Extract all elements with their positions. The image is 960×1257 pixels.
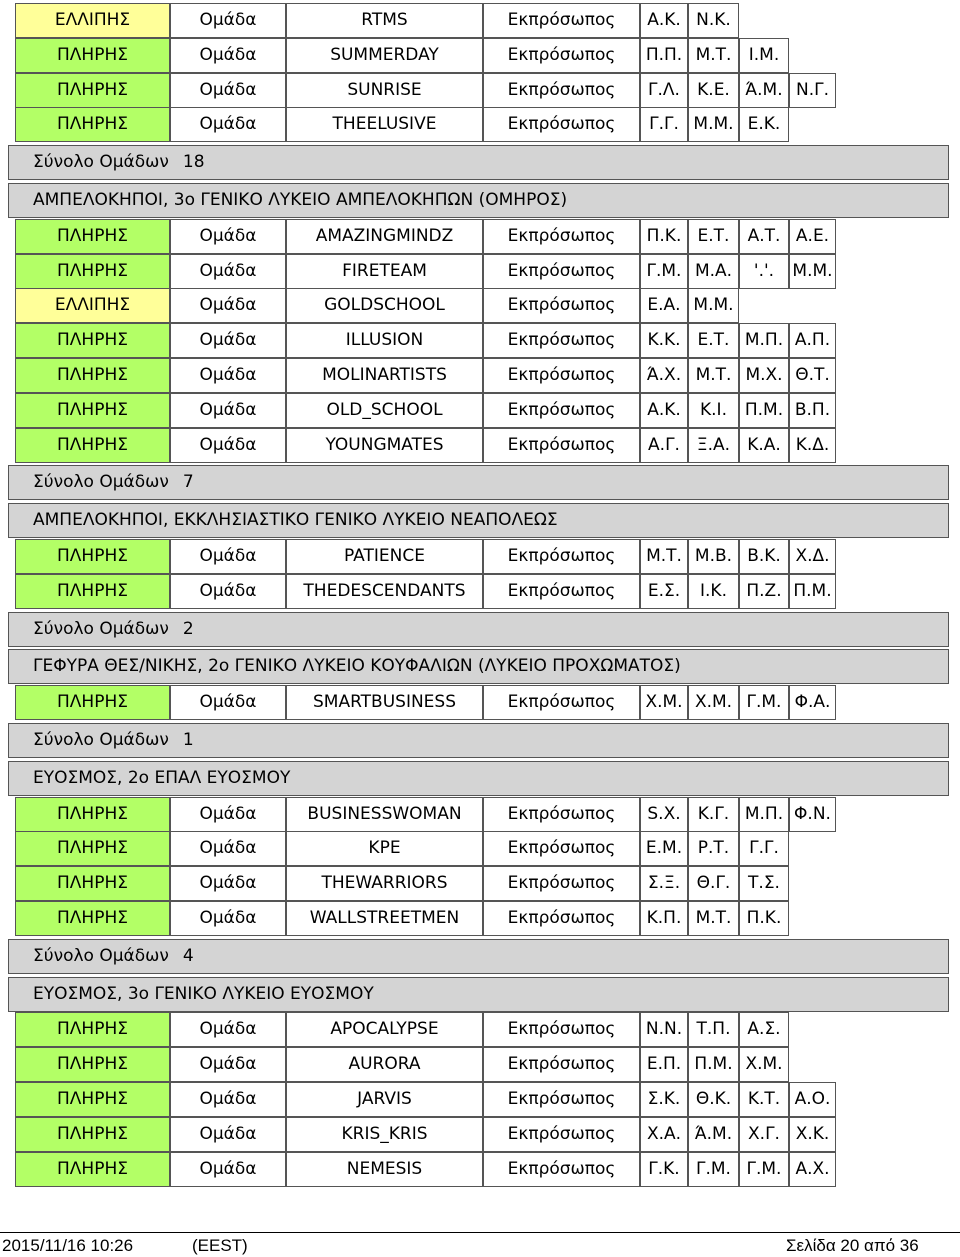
team-name: SUNRISE bbox=[286, 73, 483, 108]
member-initials: Π.Κ. bbox=[739, 901, 789, 936]
member-initials: Γ.Μ. bbox=[739, 1152, 789, 1187]
team-status: ΠΛΗΡΗΣ bbox=[15, 358, 170, 393]
member-initials: Μ.Π. bbox=[739, 323, 789, 358]
team-status: ΠΛΗΡΗΣ bbox=[15, 254, 170, 289]
member-initials: Μ.Β. bbox=[688, 539, 739, 574]
member-initials: Θ.Τ. bbox=[789, 358, 836, 393]
school-header: ΕΥΟΣΜΟΣ, 3ο ΓΕΝΙΚΟ ΛΥΚΕΙΟ ΕΥΟΣΜΟΥ bbox=[8, 977, 949, 1012]
member-initials: Γ.Μ. bbox=[640, 254, 688, 289]
member-initials: Β.Κ. bbox=[739, 539, 789, 574]
member-initials: Κ.Δ. bbox=[789, 428, 836, 463]
member-initials: Ε.Μ. bbox=[640, 831, 688, 866]
member-initials: Α.Σ. bbox=[739, 1012, 789, 1047]
team-name: FIRETEAM bbox=[286, 254, 483, 289]
member-initials: '.'. bbox=[739, 254, 789, 289]
member-initials: Ε.Π. bbox=[640, 1047, 688, 1082]
member-initials: Κ.Ι. bbox=[688, 393, 739, 428]
team-name: KPE bbox=[286, 831, 483, 866]
team-status: ΠΛΗΡΗΣ bbox=[15, 1152, 170, 1187]
team-status: ΠΛΗΡΗΣ bbox=[15, 323, 170, 358]
representative-label: Εκπρόσωπος bbox=[483, 38, 640, 73]
representative-label: Εκπρόσωπος bbox=[483, 1047, 640, 1082]
school-header: ΕΥΟΣΜΟΣ, 2ο ΕΠΑΛ ΕΥΟΣΜΟΥ bbox=[8, 761, 949, 796]
team-label: Ομάδα bbox=[170, 1047, 286, 1082]
member-initials: Ά.Χ. bbox=[640, 358, 688, 393]
team-count-label: Σύνολο Ομάδων bbox=[33, 730, 169, 750]
representative-label: Εκπρόσωπος bbox=[483, 323, 640, 358]
member-initials: Φ.Α. bbox=[789, 685, 836, 720]
member-initials: Μ.Τ. bbox=[688, 358, 739, 393]
member-initials: Χ.Δ. bbox=[789, 539, 836, 574]
member-initials: Α.Π. bbox=[789, 323, 836, 358]
footer-divider bbox=[0, 1232, 960, 1233]
team-count-value: 1 bbox=[182, 730, 194, 750]
team-status: ΠΛΗΡΗΣ bbox=[15, 1082, 170, 1117]
representative-label: Εκπρόσωπος bbox=[483, 219, 640, 254]
team-name: OLD_SCHOOL bbox=[286, 393, 483, 428]
team-label: Ομάδα bbox=[170, 323, 286, 358]
team-name: NEMESIS bbox=[286, 1152, 483, 1187]
member-initials: Μ.Τ. bbox=[640, 539, 688, 574]
member-initials: Π.Ζ. bbox=[739, 574, 789, 609]
team-label: Ομάδα bbox=[170, 1082, 286, 1117]
team-label: Ομάδα bbox=[170, 1117, 286, 1152]
team-count-value: 4 bbox=[182, 945, 194, 966]
team-name: APOCALYPSE bbox=[286, 1012, 483, 1047]
team-name: KRIS_KRIS bbox=[286, 1117, 483, 1152]
member-initials: Χ.Γ. bbox=[739, 1117, 789, 1152]
representative-label: Εκπρόσωπος bbox=[483, 393, 640, 428]
member-initials: Α.Κ. bbox=[640, 3, 688, 38]
footer-timezone: (EEST) bbox=[192, 1236, 248, 1255]
member-initials: Ε.Κ. bbox=[739, 107, 789, 142]
team-count-row bbox=[8, 612, 949, 647]
member-initials: Κ.Τ. bbox=[739, 1082, 789, 1117]
representative-label: Εκπρόσωπος bbox=[483, 1012, 640, 1047]
member-initials: Ν.Ν. bbox=[640, 1012, 688, 1047]
team-label: Ομάδα bbox=[170, 38, 286, 73]
member-initials: Θ.Γ. bbox=[688, 866, 739, 901]
team-status: ΠΛΗΡΗΣ bbox=[15, 539, 170, 574]
team-name: GOLDSCHOOL bbox=[286, 288, 483, 323]
member-initials: Ε.Τ. bbox=[688, 323, 739, 358]
member-initials: Γ.Μ. bbox=[688, 1152, 739, 1187]
school-header: ΓΕΦΥΡΑ ΘΕΣ/ΝΙΚΗΣ, 2ο ΓΕΝΙΚΟ ΛΥΚΕΙΟ ΚΟΥΦΑΛΙΩΝ (ΛΥΚΕΙΟ ΠΡΟΧΩΜΑΤΟΣ) bbox=[8, 649, 949, 684]
team-label: Ομάδα bbox=[170, 428, 286, 463]
member-initials: Μ.Μ. bbox=[688, 288, 739, 323]
team-label: Ομάδα bbox=[170, 73, 286, 108]
representative-label: Εκπρόσωπος bbox=[483, 901, 640, 936]
representative-label: Εκπρόσωπος bbox=[483, 107, 640, 142]
team-name: THEWARRIORS bbox=[286, 866, 483, 901]
member-initials: Γ.Κ. bbox=[640, 1152, 688, 1187]
team-status: ΠΛΗΡΗΣ bbox=[15, 1117, 170, 1152]
team-name: ILLUSION bbox=[286, 323, 483, 358]
team-count-row bbox=[8, 723, 949, 758]
member-initials: Χ.Α. bbox=[640, 1117, 688, 1152]
team-label: Ομάδα bbox=[170, 3, 286, 38]
member-initials: Α.Χ. bbox=[789, 1152, 836, 1187]
representative-label: Εκπρόσωπος bbox=[483, 574, 640, 609]
team-status: ΠΛΗΡΗΣ bbox=[15, 831, 170, 866]
team-label: Ομάδα bbox=[170, 219, 286, 254]
member-initials: Μ.Μ. bbox=[688, 107, 739, 142]
member-initials: Κ.Ε. bbox=[688, 73, 739, 108]
team-name: THEELUSIVE bbox=[286, 107, 483, 142]
team-name: SUMMERDAY bbox=[286, 38, 483, 73]
representative-label: Εκπρόσωπος bbox=[483, 254, 640, 289]
representative-label: Εκπρόσωπος bbox=[483, 3, 640, 38]
team-label: Ομάδα bbox=[170, 288, 286, 323]
member-initials: Π.Μ. bbox=[688, 1047, 739, 1082]
member-initials: Ξ.Α. bbox=[688, 428, 739, 463]
representative-label: Εκπρόσωπος bbox=[483, 428, 640, 463]
member-initials: Α.Γ. bbox=[640, 428, 688, 463]
member-initials: Μ.Π. bbox=[739, 797, 789, 832]
member-initials: Γ.Λ. bbox=[640, 73, 688, 108]
team-count-value: 18 bbox=[182, 152, 205, 173]
member-initials: Μ.Τ. bbox=[688, 38, 739, 73]
member-initials: Κ.Α. bbox=[739, 428, 789, 463]
representative-label: Εκπρόσωπος bbox=[483, 685, 640, 720]
team-count-label: Σύνολο Ομάδων bbox=[33, 152, 169, 173]
team-count-row bbox=[8, 145, 949, 180]
member-initials: Τ.Σ. bbox=[739, 866, 789, 901]
team-name: BUSINESSWOMAN bbox=[286, 797, 483, 832]
team-label: Ομάδα bbox=[170, 358, 286, 393]
member-initials: Χ.Μ. bbox=[739, 1047, 789, 1082]
team-label: Ομάδα bbox=[170, 831, 286, 866]
representative-label: Εκπρόσωπος bbox=[483, 288, 640, 323]
team-label: Ομάδα bbox=[170, 685, 286, 720]
member-initials: Χ.Μ. bbox=[688, 685, 739, 720]
member-initials: Μ.Μ. bbox=[789, 254, 836, 289]
team-name: THEDESCENDANTS bbox=[286, 574, 483, 609]
team-label: Ομάδα bbox=[170, 1152, 286, 1187]
team-status: ΠΛΗΡΗΣ bbox=[15, 428, 170, 463]
team-label: Ομάδα bbox=[170, 901, 286, 936]
team-name: PATIENCE bbox=[286, 539, 483, 574]
representative-label: Εκπρόσωπος bbox=[483, 831, 640, 866]
team-label: Ομάδα bbox=[170, 254, 286, 289]
team-name: JARVIS bbox=[286, 1082, 483, 1117]
member-initials: Ά.Μ. bbox=[739, 73, 789, 108]
member-initials: Ν.Κ. bbox=[688, 3, 739, 38]
team-status: ΕΛΛΙΠΗΣ bbox=[15, 3, 170, 38]
team-status: ΠΛΗΡΗΣ bbox=[15, 1047, 170, 1082]
team-status: ΠΛΗΡΗΣ bbox=[15, 574, 170, 609]
team-name: AURORA bbox=[286, 1047, 483, 1082]
team-status: ΠΛΗΡΗΣ bbox=[15, 866, 170, 901]
representative-label: Εκπρόσωπος bbox=[483, 1082, 640, 1117]
member-initials: Β.Π. bbox=[789, 393, 836, 428]
team-status: ΠΛΗΡΗΣ bbox=[15, 685, 170, 720]
member-initials: Θ.Κ. bbox=[688, 1082, 739, 1117]
member-initials: Α.Τ. bbox=[739, 219, 789, 254]
team-count-row bbox=[8, 939, 949, 974]
representative-label: Εκπρόσωπος bbox=[483, 1117, 640, 1152]
team-label: Ομάδα bbox=[170, 539, 286, 574]
member-initials: Μ.Τ. bbox=[688, 901, 739, 936]
team-name: WALLSTREETMEN bbox=[286, 901, 483, 936]
member-initials: Μ.Α. bbox=[688, 254, 739, 289]
school-header: ΑΜΠΕΛΟΚΗΠΟΙ, ΕΚΚΛΗΣΙΑΣΤΙΚΟ ΓΕΝΙΚΟ ΛΥΚΕΙΟ ΝΕΑΠΟΛΕΩΣ bbox=[8, 503, 949, 538]
team-status: ΠΛΗΡΗΣ bbox=[15, 797, 170, 832]
member-initials: Α.Ο. bbox=[789, 1082, 836, 1117]
team-status: ΠΛΗΡΗΣ bbox=[15, 38, 170, 73]
member-initials: Κ.Κ. bbox=[640, 323, 688, 358]
team-label: Ομάδα bbox=[170, 107, 286, 142]
member-initials: Γ.Γ. bbox=[640, 107, 688, 142]
team-status: ΠΛΗΡΗΣ bbox=[15, 1012, 170, 1047]
footer-page-number: Σελίδα 20 από 36 bbox=[786, 1236, 919, 1255]
representative-label: Εκπρόσωπος bbox=[483, 797, 640, 832]
team-status: ΠΛΗΡΗΣ bbox=[15, 219, 170, 254]
representative-label: Εκπρόσωπος bbox=[483, 1152, 640, 1187]
representative-label: Εκπρόσωπος bbox=[483, 358, 640, 393]
member-initials: Π.Κ. bbox=[640, 219, 688, 254]
member-initials: Ε.Α. bbox=[640, 288, 688, 323]
team-status: ΕΛΛΙΠΗΣ bbox=[15, 288, 170, 323]
team-count-label: Σύνολο Ομάδων bbox=[33, 618, 169, 639]
team-count-label: Σύνολο Ομάδων bbox=[33, 472, 169, 493]
member-initials: Π.Μ. bbox=[739, 393, 789, 428]
school-header: ΑΜΠΕΛΟΚΗΠΟΙ, 3ο ΓΕΝΙΚΟ ΛΥΚΕΙΟ ΑΜΠΕΛΟΚΗΠΩΝ (ΟΜΗΡΟΣ) bbox=[8, 183, 949, 218]
team-status: ΠΛΗΡΗΣ bbox=[15, 73, 170, 108]
member-initials: Ι.Κ. bbox=[688, 574, 739, 609]
footer-datetime: 2015/11/16 10:26 bbox=[2, 1236, 134, 1255]
member-initials: Α.Κ. bbox=[640, 393, 688, 428]
team-label: Ομάδα bbox=[170, 1012, 286, 1047]
team-label: Ομάδα bbox=[170, 866, 286, 901]
member-initials: S.Χ. bbox=[640, 797, 688, 832]
team-name: YOUNGMATES bbox=[286, 428, 483, 463]
member-initials: Γ.Γ. bbox=[739, 831, 789, 866]
member-initials: Μ.Χ. bbox=[739, 358, 789, 393]
member-initials: Π.Π. bbox=[640, 38, 688, 73]
member-initials: Ά.Μ. bbox=[688, 1117, 739, 1152]
member-initials: Σ.Κ. bbox=[640, 1082, 688, 1117]
team-name: RTMS bbox=[286, 3, 483, 38]
team-status: ΠΛΗΡΗΣ bbox=[15, 901, 170, 936]
member-initials: Π.Μ. bbox=[789, 574, 836, 609]
member-initials: Ε.Τ. bbox=[688, 219, 739, 254]
member-initials: Κ.Π. bbox=[640, 901, 688, 936]
member-initials: Κ.Γ. bbox=[688, 797, 739, 832]
team-name: SMARTBUSINESS bbox=[286, 685, 483, 720]
member-initials: Ι.Μ. bbox=[739, 38, 789, 73]
member-initials: Γ.Μ. bbox=[739, 685, 789, 720]
member-initials: Ν.Γ. bbox=[789, 73, 836, 108]
member-initials: Τ.Π. bbox=[688, 1012, 739, 1047]
team-status: ΠΛΗΡΗΣ bbox=[15, 393, 170, 428]
representative-label: Εκπρόσωπος bbox=[483, 866, 640, 901]
member-initials: Σ.Ξ. bbox=[640, 866, 688, 901]
member-initials: Χ.Κ. bbox=[789, 1117, 836, 1152]
member-initials: Χ.Μ. bbox=[640, 685, 688, 720]
representative-label: Εκπρόσωπος bbox=[483, 539, 640, 574]
member-initials: Ρ.Τ. bbox=[688, 831, 739, 866]
team-label: Ομάδα bbox=[170, 393, 286, 428]
team-name: AMAZINGMINDZ bbox=[286, 219, 483, 254]
member-initials: Ε.Σ. bbox=[640, 574, 688, 609]
team-status: ΠΛΗΡΗΣ bbox=[15, 107, 170, 142]
team-name: MOLINARTISTS bbox=[286, 358, 483, 393]
member-initials: Α.Ε. bbox=[789, 219, 836, 254]
team-label: Ομάδα bbox=[170, 797, 286, 832]
team-count-label: Σύνολο Ομάδων bbox=[33, 945, 169, 966]
representative-label: Εκπρόσωπος bbox=[483, 73, 640, 108]
team-count-value: 7 bbox=[182, 472, 194, 493]
member-initials: Φ.Ν. bbox=[789, 797, 836, 832]
team-count-row bbox=[8, 465, 949, 500]
team-label: Ομάδα bbox=[170, 574, 286, 609]
team-count-value: 2 bbox=[182, 618, 194, 639]
